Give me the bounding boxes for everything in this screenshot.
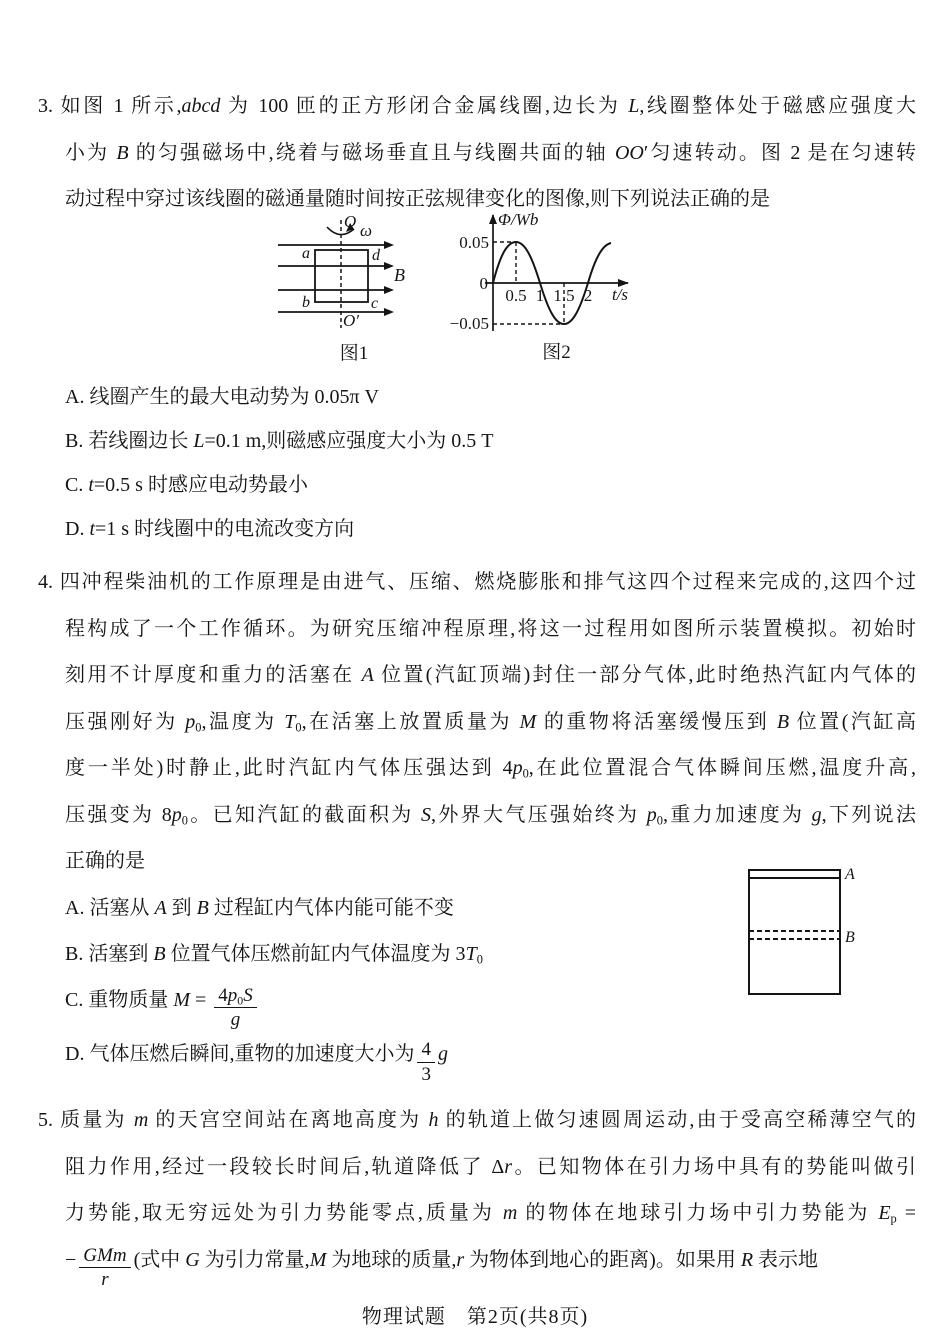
text-line: 刻用不计厚度和重力的活塞在 A 位置(汽缸顶端)封住一部分气体,此时绝热汽缸内气体的 (65, 664, 917, 686)
flux-graph-svg (448, 211, 643, 335)
page-footer: 物理试题 第2页(共8页) (361, 1306, 589, 1328)
text-line: 小为 B 的匀强磁场中,绕着与磁场垂直且与线圈共面的轴 OO′匀速转动。图 2 是在匀速转 (65, 141, 917, 164)
text-line: A. 活塞从 A 到 B 过程缸内气体内能可能不变 (65, 896, 454, 919)
text-line: 正确的是 (65, 850, 145, 872)
figure-cylinder (744, 863, 864, 999)
corner-label-a: a (302, 245, 310, 262)
text-line: 4. 四冲程柴油机的工作原理是由进气、压缩、燃烧膨胀和排气这四个过程来完成的,这四个过 (38, 571, 916, 593)
x-axis-label: t/s (611, 285, 629, 304)
text-line: A. 线圈产生的最大电动势为 0.05π V (65, 385, 379, 408)
text-line: C. 重物质量 M = $\frac{4p_0S}{g}$ (38, 977, 916, 1031)
text-line: − $\frac{\text{GMm}}{r}$ (式中 G 为引力常量,M 为地球的质量,r 为物体到地心的距离)。如果用 R 表示地 (65, 1245, 819, 1291)
xtick-2: 2 (583, 286, 593, 305)
question-3-stem (38, 83, 916, 223)
position-label-B: B (845, 929, 855, 946)
position-B-lines (749, 931, 840, 939)
cylinder-body (749, 870, 840, 994)
xtick-0-5: 0.5 (505, 286, 527, 305)
text-line: 程构成了一个工作循环。为研究压缩冲程原理,将这一过程用如图所示装置模拟。初始时 (65, 617, 916, 640)
xtick-1: 1 (535, 286, 545, 305)
axis-label-o-prime: O′ (343, 311, 359, 330)
omega-label: ω (360, 221, 373, 240)
xtick-1-5: 1.5 (553, 286, 575, 305)
y-axis-label: Φ/Wb (498, 211, 539, 229)
corner-label-b: b (302, 294, 310, 311)
question-4 (38, 559, 916, 1085)
figure-2-caption: 图2 (542, 342, 571, 363)
coil-diagram-svg (276, 214, 432, 336)
axis-label-o: O (344, 214, 357, 231)
text-line: D. 气体压燃后瞬间,重物的加速度大小为 $\frac{4}{3}$ g (65, 1039, 448, 1085)
question-5 (38, 1097, 916, 1291)
ytick-max: 0.05 (459, 233, 489, 252)
text-line: 度一半处)时静止,此时汽缸内气体压强达到 $4p_0$,在此位置混合气体瞬间压燃,温度升高, (65, 757, 916, 781)
text-line: 压强变为 $8p_0$。已知汽缸的截面积为 S,外界大气压强始终为 $p_0$,重力加速度为 g,下列说法 (65, 803, 917, 828)
text-line: 动过程中穿过该线圈的磁通量随时间按正弦规律变化的图像,则下列说法正确的是 (65, 188, 770, 210)
figure-1-caption: 图1 (339, 343, 369, 364)
text-line: 压强刚好为 $p_0$,温度为 $T_0$,在活塞上放置质量为 M 的重物将活塞缓慢压到 B 位置(汽缸高 (65, 710, 917, 735)
question-5-stem (38, 1097, 916, 1291)
text-line: 力势能,取无穷远处为引力势能零点,质量为 m 的物体在地球引力场中引力势能为 $E_p$ = (65, 1202, 917, 1226)
corner-label-c: c (371, 295, 379, 312)
corner-label-d: d (372, 247, 380, 264)
cylinder-svg (744, 863, 864, 999)
text-line: 5. 质量为 m 的天宫空间站在离地高度为 h 的轨道上做匀速圆周运动,由于受高空稀薄空气的 (38, 1109, 917, 1131)
figure-1-rotating-coil (276, 214, 432, 365)
position-label-A: A (845, 866, 855, 883)
text-line: B. 若线圈边长 L=0.1 m,则磁感应强度大小为 0.5 T (65, 429, 494, 452)
field-label-B: B (394, 265, 405, 285)
field-arrowheads (384, 241, 394, 316)
text-line: C. t=0.5 s 时感应电动势最小 (65, 473, 308, 496)
y-axis-arrowhead (489, 214, 497, 224)
text-line: 阻力作用,经过一段较长时间后,轨道降低了 Δr。已知物体在引力场中具有的势能叫做引 (65, 1155, 916, 1178)
text-line: 3. 如图 1 所示,abcd 为 100 匝的正方形闭合金属线圈,边长为 L,线圈整体处于磁感应强度大 (38, 95, 916, 117)
text-line: B. 活塞到 B 位置气体压燃前缸内气体温度为 $3T_0$ (65, 942, 483, 967)
ytick-zero: 0 (479, 274, 488, 293)
text-line: D. t=1 s 时线圈中的电流改变方向 (65, 517, 355, 540)
question-3-options (38, 375, 916, 551)
ytick-min: −0.05 (449, 314, 489, 333)
question-4-stem (38, 559, 916, 885)
figure-2-flux-graph (448, 211, 643, 364)
